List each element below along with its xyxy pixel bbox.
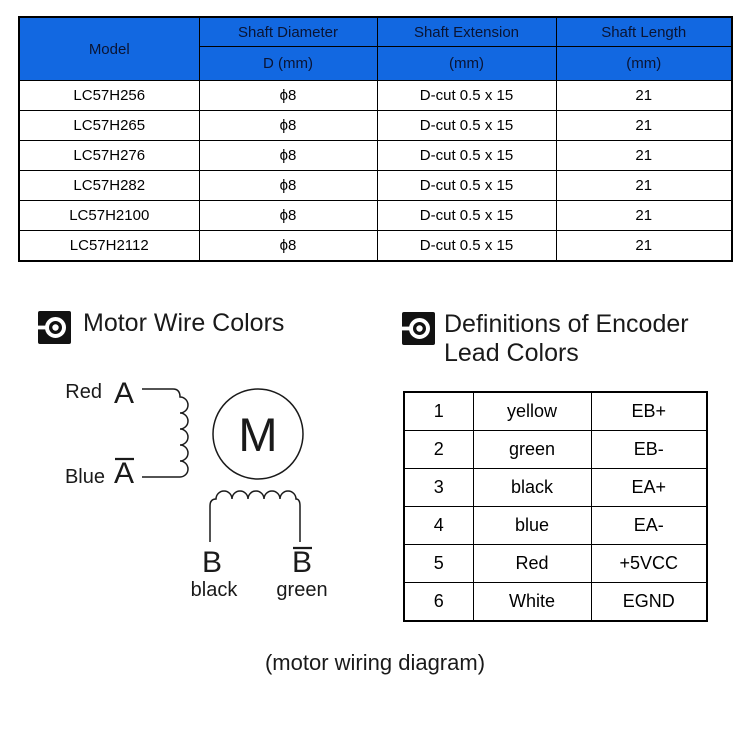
table-row (404, 392, 707, 431)
length-cell: 21 (556, 171, 732, 201)
title-line-1: Definitions of Encoder (444, 310, 689, 338)
table-row (19, 201, 732, 231)
extension-cell: D-cut 0.5 x 15 (377, 231, 556, 262)
extension-cell: D-cut 0.5 x 15 (377, 141, 556, 171)
diameter-cell: ϕ8 (199, 231, 377, 262)
color-cell: green (473, 431, 591, 469)
phase-a-coil (142, 389, 188, 477)
color-cell: black (473, 469, 591, 507)
figure-caption: (motor wiring diagram) (264, 650, 486, 675)
pin-cell: 5 (404, 545, 473, 583)
model-cell: LC57H256 (19, 81, 199, 111)
section-title-text: Motor Wire Colors (83, 309, 285, 337)
color-cell: Red (473, 545, 591, 583)
length-cell: 21 (556, 81, 732, 111)
col-header-shaft-length: Shaft Length (556, 17, 732, 47)
diameter-cell: ϕ8 (199, 201, 377, 231)
wire-a-label: A (113, 377, 135, 410)
col-subheader-diameter: D (mm) (199, 47, 377, 81)
table-row (404, 507, 707, 545)
col-header-shaft-diameter: Shaft Diameter (199, 17, 377, 47)
wire-a-bar-color-label: Blue (64, 466, 105, 488)
signal-cell: EGND (591, 583, 707, 622)
length-cell: 21 (556, 111, 732, 141)
model-cell: LC57H276 (19, 141, 199, 171)
signal-cell: EB+ (591, 392, 707, 431)
pin-cell: 4 (404, 507, 473, 545)
wire-b-label: B (201, 546, 223, 579)
extension-cell: D-cut 0.5 x 15 (377, 201, 556, 231)
header-row-1 (19, 17, 732, 47)
col-subheader-extension: (mm) (377, 47, 556, 81)
shaft-spec-table (18, 16, 733, 262)
table-row (404, 469, 707, 507)
signal-cell: EB- (591, 431, 707, 469)
table-row (404, 583, 707, 622)
wire-b-bar-label: B (291, 546, 313, 579)
phase-b-coil (210, 491, 300, 542)
pin-cell: 3 (404, 469, 473, 507)
color-cell: yellow (473, 392, 591, 431)
extension-cell: D-cut 0.5 x 15 (377, 111, 556, 141)
table-row (404, 431, 707, 469)
length-cell: 21 (556, 201, 732, 231)
model-cell: LC57H265 (19, 111, 199, 141)
col-header-shaft-extension: Shaft Extension (377, 17, 556, 47)
wire-b-bar-color-label: green (276, 579, 328, 601)
title-line-2: Lead Colors (444, 339, 579, 367)
table-row (19, 171, 732, 201)
color-cell: White (473, 583, 591, 622)
col-header-model: Model (19, 17, 199, 81)
signal-cell: +5VCC (591, 545, 707, 583)
signal-cell: EA- (591, 507, 707, 545)
diameter-cell: ϕ8 (199, 141, 377, 171)
motor-wiring-diagram (30, 365, 345, 610)
model-cell: LC57H2112 (19, 231, 199, 262)
length-cell: 21 (556, 141, 732, 171)
encoder-lead-table (403, 391, 708, 622)
model-cell: LC57H2100 (19, 201, 199, 231)
section-title-text (444, 310, 689, 368)
table-row (19, 231, 732, 262)
extension-cell: D-cut 0.5 x 15 (377, 171, 556, 201)
pin-cell: 1 (404, 392, 473, 431)
diameter-cell: ϕ8 (199, 171, 377, 201)
table-row (19, 141, 732, 171)
wire-a-color-label: Red (65, 381, 102, 403)
motor-wire-colors-heading (38, 309, 284, 351)
bullseye-icon (38, 311, 71, 351)
table-row (19, 81, 732, 111)
diameter-cell: ϕ8 (199, 81, 377, 111)
signal-cell: EA+ (591, 469, 707, 507)
diameter-cell: ϕ8 (199, 111, 377, 141)
wire-a-bar-label: A (113, 457, 135, 490)
extension-cell: D-cut 0.5 x 15 (377, 81, 556, 111)
motor-symbol: M (238, 408, 278, 461)
pin-cell: 6 (404, 583, 473, 622)
color-cell: blue (473, 507, 591, 545)
bullseye-icon (402, 312, 435, 352)
col-subheader-length: (mm) (556, 47, 732, 81)
table-row (19, 111, 732, 141)
wire-b-color-label: black (190, 579, 238, 601)
encoder-lead-colors-heading (402, 310, 689, 368)
model-cell: LC57H282 (19, 171, 199, 201)
pin-cell: 2 (404, 431, 473, 469)
table-row (404, 545, 707, 583)
length-cell: 21 (556, 231, 732, 262)
